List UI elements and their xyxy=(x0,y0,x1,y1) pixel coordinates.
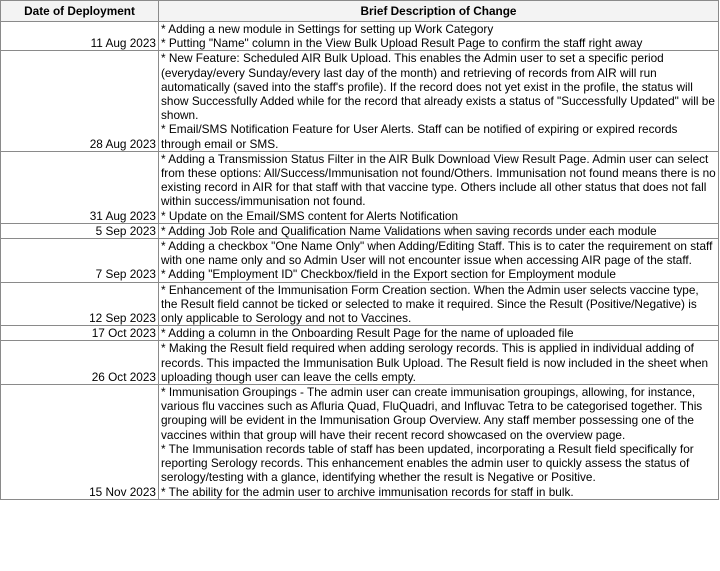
change-item: * Adding a new module in Settings for setting up Work Category xyxy=(161,22,494,36)
deployment-date: 26 Oct 2023 xyxy=(1,341,159,385)
change-item: * Enhancement of the Immunisation Form Creation section. When the Admin user selects vaccine type, the Result field cannot be ticked or selected to make it required. Since the Result (Positive/Negative) is only applicable to Serology and not to Vaccines. xyxy=(161,282,699,326)
deployment-date: 17 Oct 2023 xyxy=(1,326,159,341)
table-row xyxy=(1,51,719,151)
table-row xyxy=(1,326,719,341)
change-description xyxy=(159,341,719,385)
table-row xyxy=(1,282,719,326)
deployment-date: 28 Aug 2023 xyxy=(1,51,159,151)
change-description xyxy=(159,282,719,326)
table-row xyxy=(1,22,719,51)
change-item: * Adding "Employment ID" Checkbox/field in the Export section for Employment module xyxy=(161,267,616,282)
change-item: * New Feature: Scheduled AIR Bulk Upload. This enables the Admin user to set a specific period (everyday/every Sunday/every last day of the month) and retrieving of records from AIR will run automatically (saved into the staff's profile). If the record does not yet exist in the profile, the status will show Successfully Added while for the record that already exists a status of "Successfully Updated" will be shown. xyxy=(161,51,715,123)
table-row xyxy=(1,385,719,500)
changelog-rows xyxy=(1,22,719,500)
table-row xyxy=(1,341,719,385)
change-description xyxy=(159,51,719,151)
deployment-date: 31 Aug 2023 xyxy=(1,151,159,223)
change-item: * Email/SMS Notification Feature for User Alerts. Staff can be notified of expiring or expired records through email or SMS. xyxy=(161,122,678,151)
header-row xyxy=(1,1,719,22)
table-row xyxy=(1,239,719,283)
deployment-date: 5 Sep 2023 xyxy=(1,223,159,238)
change-item: * Adding a checkbox "One Name Only" when Adding/Editing Staff. This is to cater the requirement on staff with one name only and so Admin User will not encounter issue when accessing AIR page of the staff. xyxy=(161,239,713,268)
change-item: * The Immunisation records table of staff has been updated, incorporating a Result field specifically for reporting Serology records. This enhancement enables the admin user to quickly assess the status of serology/testing with a glance, identifying whether the result is Negative or Positive. xyxy=(161,441,694,485)
deployment-date: 7 Sep 2023 xyxy=(1,239,159,283)
change-item: * Adding Job Role and Qualification Name Validations when saving records under each module xyxy=(161,223,657,238)
change-item: * Adding a column in the Onboarding Result Page for the name of uploaded file xyxy=(161,326,574,341)
deployment-date: 15 Nov 2023 xyxy=(1,385,159,500)
deployment-date: 12 Sep 2023 xyxy=(1,282,159,326)
change-description xyxy=(159,385,719,500)
change-item: * Update on the Email/SMS content for Alerts Notification xyxy=(161,208,459,223)
change-description xyxy=(159,22,719,51)
change-description xyxy=(159,326,719,341)
table-row xyxy=(1,151,719,223)
change-item: * Immunisation Groupings - The admin user can create immunisation groupings, allowing, for instance, various flu vaccines such as Afluria Quad, FluQuadri, and Influvac Tetra to be categorised together. This grouping will be evident in the Immunisation Group Overview. Any staff member possessing one of the vaccines within that group will have their recent record showcased on the overview page. xyxy=(161,385,703,442)
deployment-date: 11 Aug 2023 xyxy=(1,22,159,51)
description-column-header: Brief Description of Change xyxy=(159,1,719,22)
change-item: * Making the Result field required when adding serology records. This is applied in individual adding of records. This impacted the Immunisation Bulk Upload. The Result field is now included in the sheet when uploading though user can leave the cells empty. xyxy=(161,341,709,384)
change-item: * Putting "Name" column in the View Bulk Upload Result Page to confirm the staff right away xyxy=(161,36,643,51)
change-description xyxy=(159,151,719,223)
change-item: * Adding a Transmission Status Filter in the AIR Bulk Download View Result Page. Admin user can select from these options: All/Success/Immunisation not found/Others. Immunisation not found means there is no existing record in AIR for that staff with that vaccine type. Others include all other status that does not fall within success/immunisation not found. xyxy=(161,151,716,209)
change-description xyxy=(159,239,719,283)
table-row xyxy=(1,223,719,238)
change-item: * The ability for the admin user to archive immunisation records for staff in bulk. xyxy=(161,484,574,499)
change-description xyxy=(159,223,719,238)
date-column-header: Date of Deployment xyxy=(1,1,159,22)
